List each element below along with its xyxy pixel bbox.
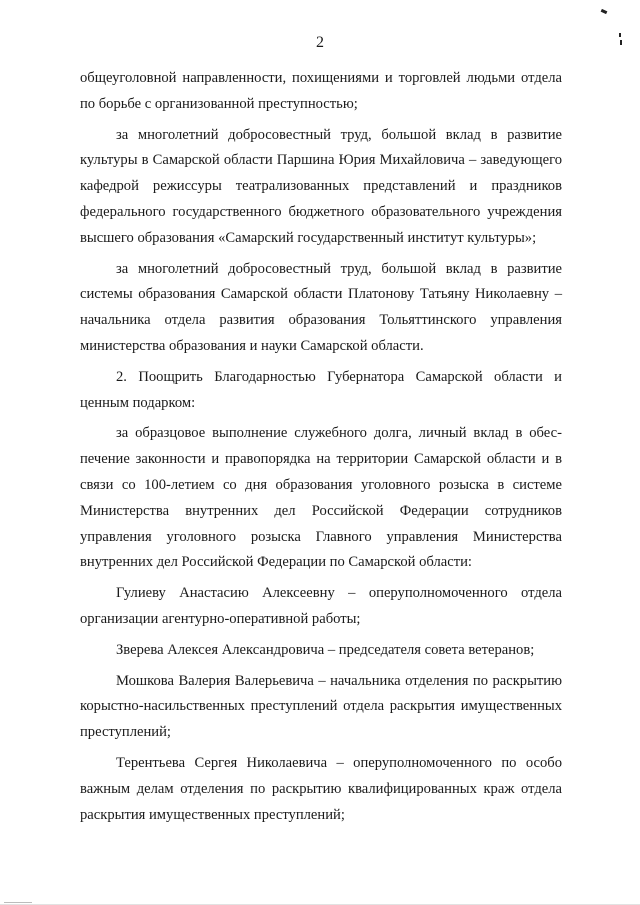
paragraph-continuation: общеуголовной направленности, похищениями и торговлей людьми отдела по борьбе с организованной преступностью; [80, 70, 562, 112]
paragraph-award-platonova: за многолетний добросовестный труд, большой вклад в развитие системы образования Самарской области Платонову Татьяну Николаевну – начальника отдела развития образования Тольяттинского управления министерства образования и науки Самарской области. [80, 260, 562, 354]
document-body [80, 66, 562, 833]
paragraph-person-gulieva: Гулиеву Анастасию Алексеевну – оперуполномоченного отдела организации агентурно-оперативной работы; [80, 585, 562, 627]
scan-artifact-edge [4, 902, 32, 903]
paragraph-person-moshkov: Мошкова Валерия Валерьевича – начальника отделения по раскрытию корыстно-насильственных преступлений отдела раскрытия имущественных преступлений; [80, 672, 562, 741]
paragraph-criminal-investigation: за образцовое выполнение служебного долга, личный вклад в обеспечение законности и правопорядка на территории Самарской области и в связи со 100-летием со дня образования уголовного розыска в системе Министерства внутренних дел Российской Федерации сотрудников управления уголовного розыска Главного управления Министерства внутренних дел Российской Федерации по Самарской области: [80, 425, 562, 571]
scan-artifact-mark [601, 9, 608, 14]
paragraph-person-zverev: Зверева Алексея Александровича – председателя совета ветеранов; [116, 641, 535, 658]
paragraph-item-2: 2. Поощрить Благодарностью Губернатора Самарской области и ценным подарком: [80, 368, 562, 411]
paragraph-award-parshin: за многолетний добросовестный труд, большой вклад в развитие культуры в Самарской области Паршина Юрия Михайловича – заведующего кафедрой режиссуры театрализованных представлений и праздников федерального государственного бюджетного образовательного учреждения высшего образования «Самарский государственный институт культуры»; [80, 126, 562, 246]
page-number: 2 [316, 34, 324, 51]
paragraph-person-terentyev: Терентьева Сергея Николаевича – оперуполномоченного по особо важным делам отделения по раскрытию квалифицированных краж отдела раскрытия имущественных преступлений; [80, 754, 562, 823]
